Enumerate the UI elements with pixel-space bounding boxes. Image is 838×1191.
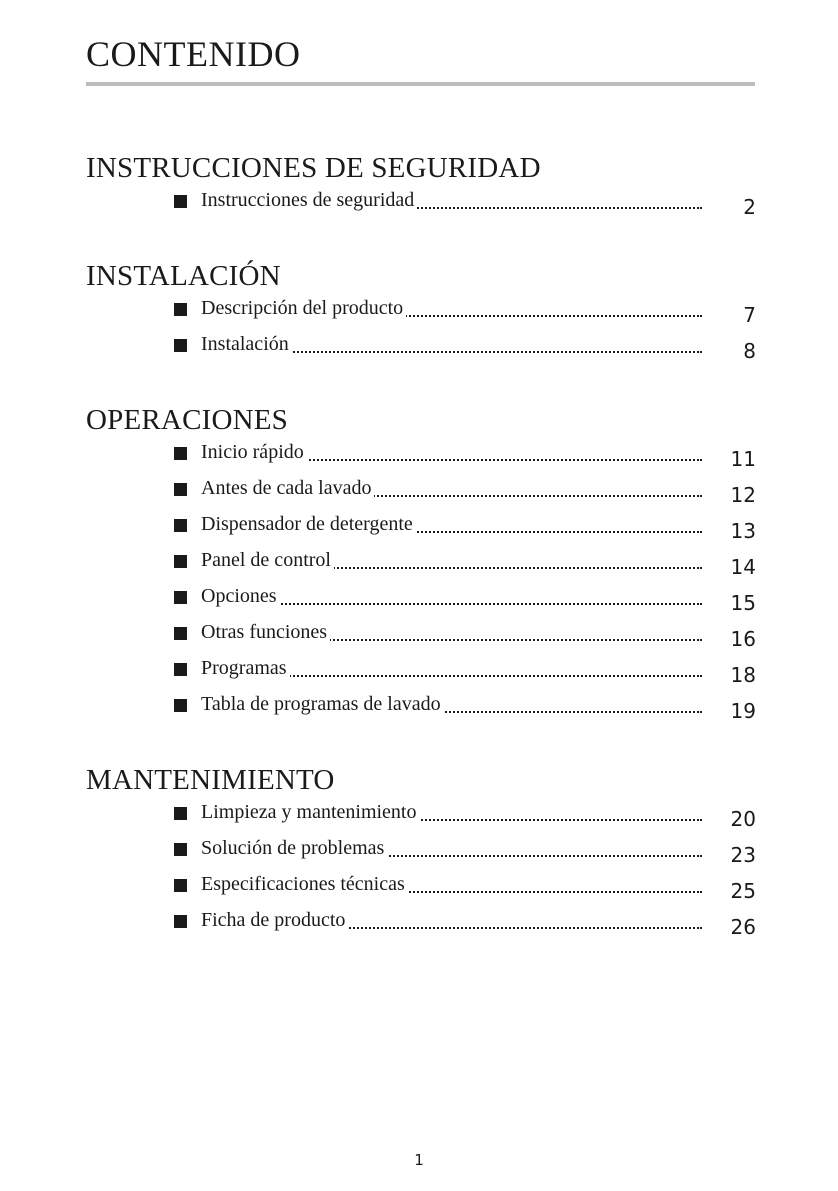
toc-entry[interactable] <box>86 906 756 942</box>
page-title: CONTENIDO <box>86 34 301 74</box>
toc-entry[interactable] <box>86 546 756 582</box>
section-heading: MANTENIMIENTO <box>86 764 335 796</box>
toc-entry-page: 7 <box>743 303 756 327</box>
toc-entry-page: 25 <box>730 879 756 903</box>
toc-entry[interactable] <box>86 510 756 546</box>
toc-entry-label: Inicio rápido <box>201 438 307 466</box>
toc-entry-page: 15 <box>730 591 756 615</box>
toc-entry-page: 11 <box>730 447 756 471</box>
toc-entry[interactable] <box>86 654 756 690</box>
toc-entry[interactable] <box>86 834 756 870</box>
toc-entry-page: 26 <box>730 915 756 939</box>
toc-entry-list <box>86 186 756 222</box>
toc-entry-list <box>86 294 756 366</box>
square-bullet-icon <box>174 519 187 532</box>
toc-entry-page: 20 <box>730 807 756 831</box>
toc-entry-page: 8 <box>743 339 756 363</box>
toc-entry-label: Solución de problemas <box>201 834 387 862</box>
toc-entry-label: Opciones <box>201 582 280 610</box>
square-bullet-icon <box>174 339 187 352</box>
toc-entry-label: Especificaciones técnicas <box>201 870 408 898</box>
square-bullet-icon <box>174 807 187 820</box>
toc-entry-page: 18 <box>730 663 756 687</box>
square-bullet-icon <box>174 699 187 712</box>
title-divider <box>86 82 755 86</box>
square-bullet-icon <box>174 555 187 568</box>
toc-entry[interactable] <box>86 438 756 474</box>
toc-entry-label: Panel de control <box>201 546 334 574</box>
toc-entry-page: 16 <box>730 627 756 651</box>
toc-entry-page: 14 <box>730 555 756 579</box>
toc-entry[interactable] <box>86 474 756 510</box>
square-bullet-icon <box>174 663 187 676</box>
toc-entry-label: Instrucciones de seguridad <box>201 186 417 214</box>
page-number: 1 <box>414 1151 424 1169</box>
toc-entry-label: Instalación <box>201 330 292 358</box>
toc-entry-page: 13 <box>730 519 756 543</box>
dot-leader <box>206 603 702 605</box>
toc-section-maintenance <box>86 762 756 942</box>
toc-entry[interactable] <box>86 186 756 222</box>
toc-entry[interactable] <box>86 690 756 726</box>
square-bullet-icon <box>174 915 187 928</box>
toc-entry-label: Ficha de producto <box>201 906 348 934</box>
square-bullet-icon <box>174 591 187 604</box>
square-bullet-icon <box>174 843 187 856</box>
toc-entry-list <box>86 438 756 726</box>
toc-entry-label: Programas <box>201 654 290 682</box>
square-bullet-icon <box>174 447 187 460</box>
toc-entry-list <box>86 798 756 942</box>
toc-entry-label: Tabla de programas de lavado <box>201 690 444 718</box>
toc-entry[interactable] <box>86 330 756 366</box>
toc-entry-page: 19 <box>730 699 756 723</box>
toc-entry[interactable] <box>86 582 756 618</box>
square-bullet-icon <box>174 879 187 892</box>
toc-section-installation <box>86 258 756 366</box>
toc-entry[interactable] <box>86 798 756 834</box>
section-heading: INSTRUCCIONES DE SEGURIDAD <box>86 152 541 184</box>
square-bullet-icon <box>174 195 187 208</box>
square-bullet-icon <box>174 483 187 496</box>
toc-section-safety <box>86 150 756 222</box>
toc-section-operations <box>86 402 756 726</box>
toc-entry-label: Dispensador de detergente <box>201 510 416 538</box>
toc-entry-label: Otras funciones <box>201 618 330 646</box>
toc-entry-page: 23 <box>730 843 756 867</box>
section-heading: OPERACIONES <box>86 404 288 436</box>
square-bullet-icon <box>174 303 187 316</box>
square-bullet-icon <box>174 627 187 640</box>
toc-entry-page: 2 <box>743 195 756 219</box>
toc-entry-page: 12 <box>730 483 756 507</box>
section-heading: INSTALACIÓN <box>86 260 281 292</box>
toc-entry[interactable] <box>86 294 756 330</box>
toc-entry-label: Descripción del producto <box>201 294 406 322</box>
toc-entry[interactable] <box>86 870 756 906</box>
toc-entry-label: Antes de cada lavado <box>201 474 374 502</box>
toc-entry[interactable] <box>86 618 756 654</box>
toc-entry-label: Limpieza y mantenimiento <box>201 798 420 826</box>
